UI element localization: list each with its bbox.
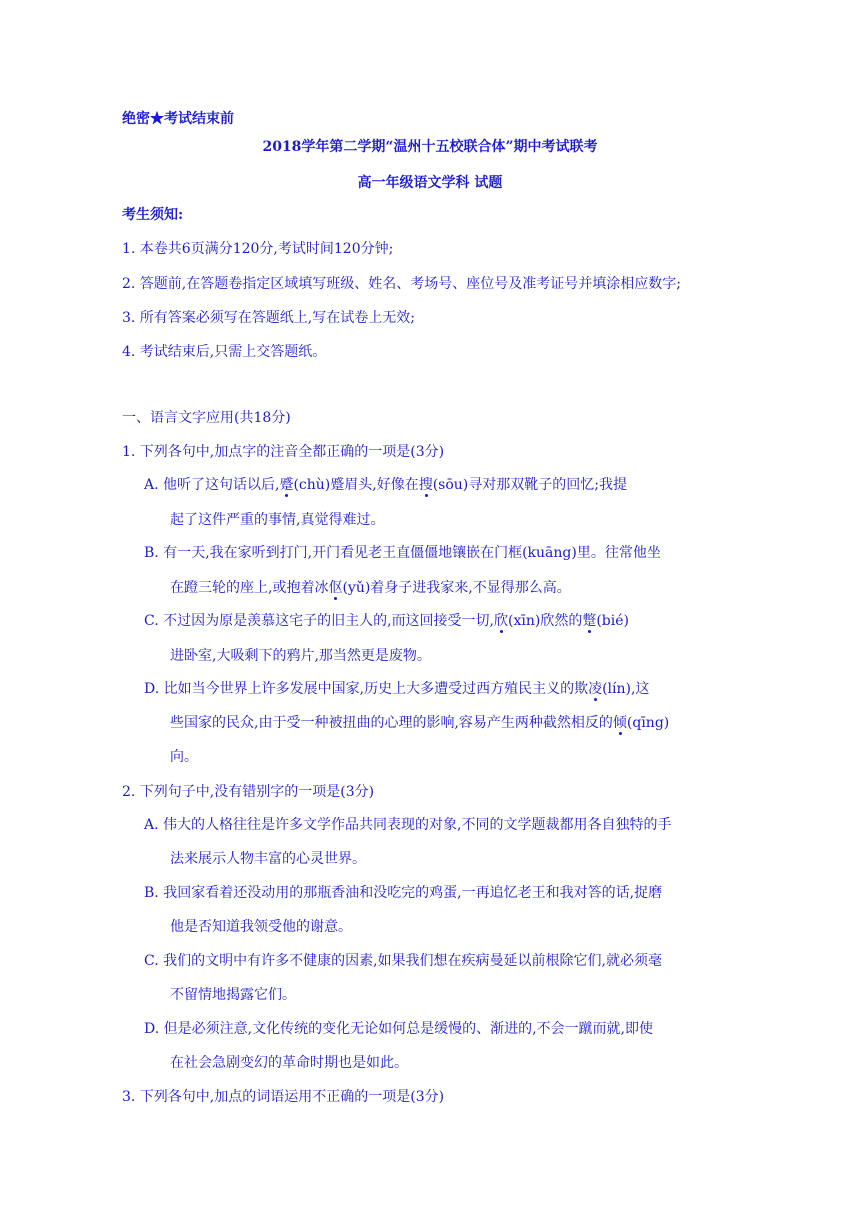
section-heading: 一、语言文字应用(共18分) xyxy=(122,410,291,426)
dotted-char: 欣 xyxy=(494,610,508,630)
notice-item-1: 1. 本卷共6页满分120分,考试时间120分钟; xyxy=(122,241,394,257)
q2-option-b-line-2: 他是否知道我领受他的谢意。 xyxy=(170,919,352,935)
q1-option-a-line-1: A. 他听了这句话以后,蹙(chù)蹙眉头,好像在搜(sōu)寻对那双靴子的回忆;我提 xyxy=(144,474,627,494)
exam-title: 2018学年第二学期“温州十五校联合体”期中考试联考 xyxy=(262,139,598,155)
q2-option-c-line-1: C. 我们的文明中有许多不健康的因素,如果我们想在疾病曼延以前根除它们,就必须毫 xyxy=(144,953,663,969)
q1-option-d-line-3: 向。 xyxy=(170,749,198,765)
q2-option-b-line-1: B. 我回家看着还没动用的那瓶香油和没吃完的鸡蛋,一再追忆老王和我对答的话,捉磨 xyxy=(144,885,663,901)
dotted-char: 伛 xyxy=(328,577,342,597)
q1-option-b-line-2: 在蹬三轮的座上,或抱着冰伛(yǔ)着身子进我家来,不显得那么高。 xyxy=(170,577,571,597)
q2-option-d-line-1: D. 但是必须注意,文化传统的变化无论如何总是缓慢的、渐进的,不会一蹴而就,即使 xyxy=(144,1021,653,1037)
q1-option-a-line-2: 起了这件严重的事情,真觉得难过。 xyxy=(170,512,385,528)
question-1-stem: 1. 下列各句中,加点字的注音全都正确的一项是(3分) xyxy=(122,444,445,460)
q1-option-c-line-2: 进卧室,大吸剩下的鸦片,那当然更是废物。 xyxy=(170,648,431,664)
q2-option-d-line-2: 在社会急剧变幻的革命时期也是如此。 xyxy=(170,1055,408,1071)
question-2-stem: 2. 下列句子中,没有错别字的一项是(3分) xyxy=(122,784,375,800)
question-3-stem: 3. 下列各句中,加点的词语运用不正确的一项是(3分) xyxy=(122,1089,445,1105)
dotted-char: 倾 xyxy=(613,712,627,732)
q1-option-d-line-1: D. 比如当今世界上许多发展中国家,历史上大多遭受过西方殖民主义的欺凌(lín),这 xyxy=(144,678,649,698)
dotted-char: 蹩 xyxy=(582,610,596,630)
q2-option-a-line-2: 法来展示人物丰富的心灵世界。 xyxy=(170,851,366,867)
dotted-char: 蹙 xyxy=(279,474,293,494)
notice-item-2: 2. 答题前,在答题卷指定区域填写班级、姓名、考场号、座位号及准考证号并填涂相应数字; xyxy=(122,276,681,292)
notice-heading: 考生须知: xyxy=(122,207,184,223)
dotted-char: 搜 xyxy=(419,474,433,494)
q1-option-d-line-2: 些国家的民众,由于受一种被扭曲的心理的影响,容易产生两种截然相反的倾(qīng) xyxy=(170,712,669,732)
q2-option-a-line-1: A. 伟大的人格往往是许多文学作品共同表现的对象,不同的文学题裁都用各自独特的手 xyxy=(144,817,672,833)
notice-item-4: 4. 考试结束后,只需上交答题纸。 xyxy=(122,344,327,360)
q1-option-b-line-1: B. 有一天,我在家听到打门,开门看见老王直僵僵地镶嵌在门框(kuāng)里。往常他坐 xyxy=(144,545,661,561)
dotted-char: 凌 xyxy=(588,678,602,698)
exam-subtitle: 高一年级语文学科 试题 xyxy=(357,175,503,191)
confidential-label: 绝密★考试结束前 xyxy=(122,111,234,127)
notice-item-3: 3. 所有答案必须写在答题纸上,写在试卷上无效; xyxy=(122,310,415,326)
q2-option-c-line-2: 不留情地揭露它们。 xyxy=(170,987,296,1003)
q1-option-c-line-1: C. 不过因为原是羡慕这宅子的旧主人的,而这回接受一切,欣(xīn)欣然的蹩(bié) xyxy=(144,610,629,630)
